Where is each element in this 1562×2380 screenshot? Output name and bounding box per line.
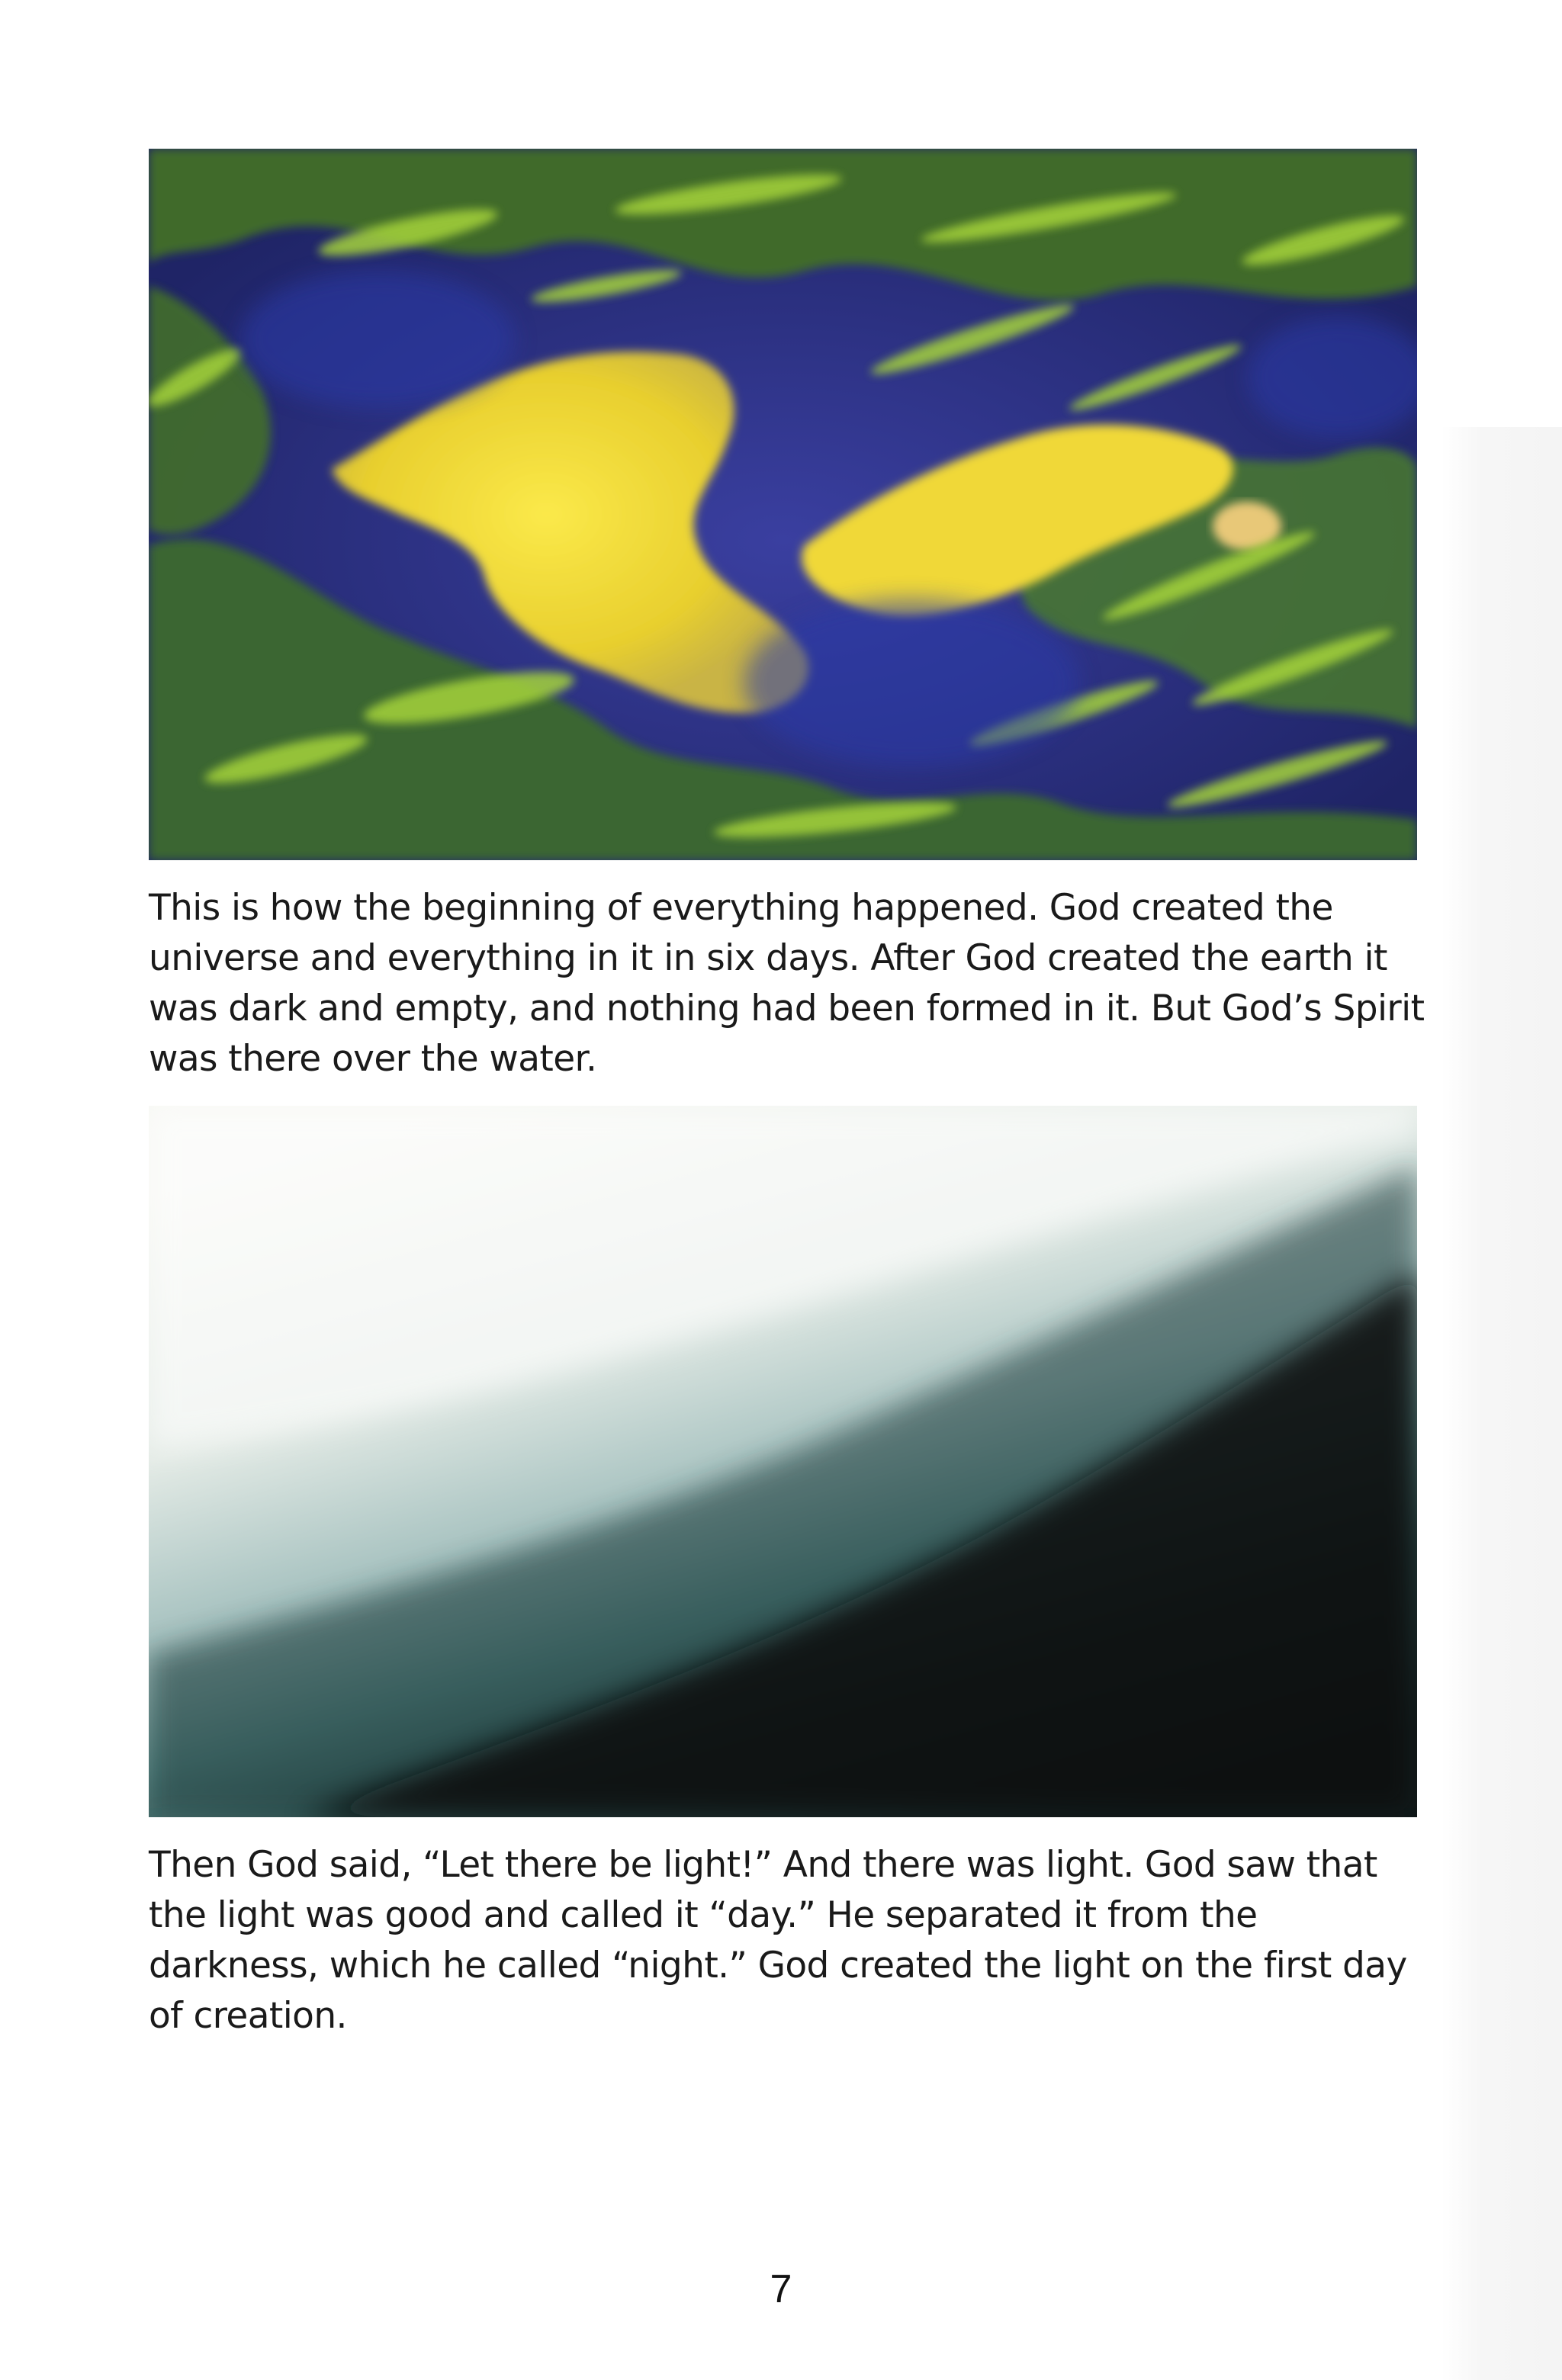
- story-paragraph-2: Then God said, “Let there be light!” And there was light. God saw that the light was good and called it “day.” He separated it from the darkness, which he called “night.” God created the light on the first day of creation.: [149, 1844, 1407, 2037]
- watercolor-painting-1: [149, 149, 1417, 860]
- story-paragraph-1: This is how the beginning of everything happened. God created the universe and everything in it in six days. After God created the earth it was dark and empty, and nothing had been formed in it. But God’s Spirit was there over the water.: [149, 887, 1425, 1080]
- illustration-dark-waters: [149, 149, 1417, 860]
- page-number: 7: [770, 2267, 792, 2311]
- illustration-let-there-be-light: [149, 1106, 1417, 1817]
- page-edge-shade: [1441, 427, 1562, 2380]
- watercolor-painting-2: [149, 1106, 1417, 1817]
